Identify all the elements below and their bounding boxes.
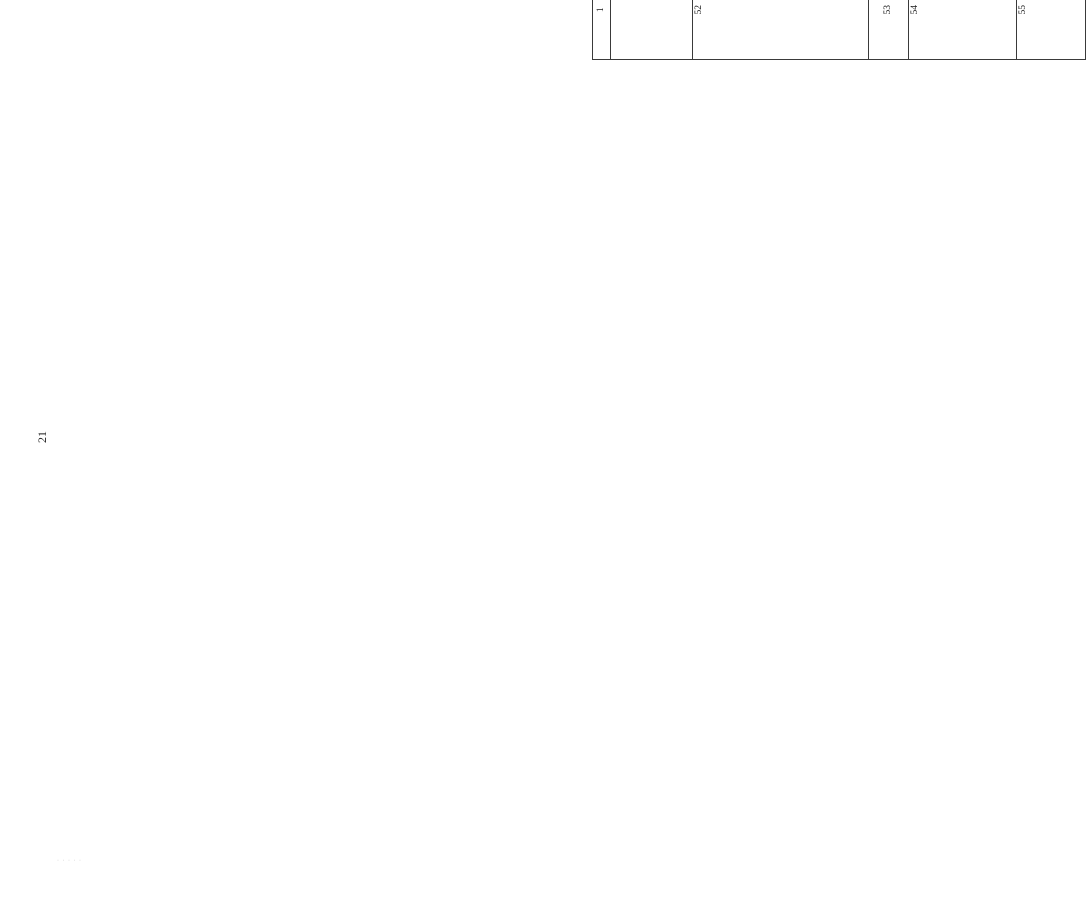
subprogram-row [869, 0, 909, 60]
table-row [611, 0, 693, 60]
row-number [611, 0, 693, 60]
header-cell: 1 [593, 0, 611, 60]
indicators-table [592, 0, 1086, 60]
table-row [909, 0, 1017, 60]
table-row [1017, 0, 1086, 60]
scan-artifact: · · · · · [57, 858, 82, 864]
table-header-row [593, 0, 611, 60]
document-table-wrapper [592, 0, 1086, 60]
table-row [693, 0, 869, 60]
row-number: 52 [693, 0, 869, 60]
row-number: 55 [1017, 0, 1086, 60]
row-number: 53 [869, 0, 909, 60]
page-number: 21 [35, 431, 49, 443]
row-number: 54 [909, 0, 1017, 60]
